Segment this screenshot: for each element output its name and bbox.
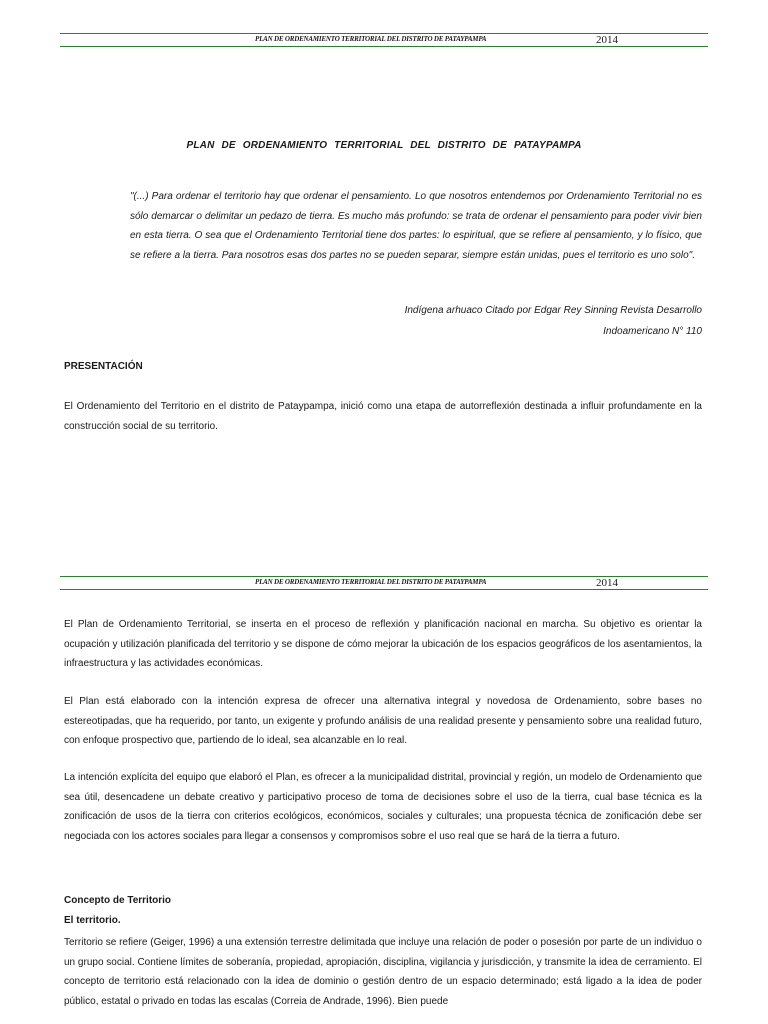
body-paragraph-4: Territorio se refiere (Geiger, 1996) a una extensión terrestre delimitada que incluye una relación de poder o posesión por parte de un individuo o un grupo social. Contiene límites de soberanía, propiedad, apropiación, disciplina, vigilancia y jurisdicción, y transmite la idea de cerramiento. El concepto de territorio está relacionado con la idea de dominio o gestión dentro de un espacio determinado; está ligado a la idea de poder público, estatal o privado en todas las escalas (Correia de Andrade, 1996). Bien puede [64,937,702,1007]
header-title: PLAN DE ORDENAMIENTO TERRITORIAL DEL DISTRITO DE PATAYPAMPA [255,35,487,43]
citation-line-2: Indoamericano N° 110 [603,326,702,337]
page-header-2 [60,576,708,590]
epigraph-quote: "(...) Para ordenar el territorio hay que ordenar el pensamiento. Lo que nosotros entendemos por Ordenamiento Territorial no es sólo demarcar o delimitar un pedazo de tierra. Es mucho más profundo: se trata de ordenar el pensamiento para poder vivir bien en esta tierra. O sea que el Ordenamiento Territorial tiene dos partes: lo espiritual, que se refiere al pensamiento, y lo físico, que se refiere a la tierra. Para nosotros esas dos partes no se pueden separar, siempre están unidas, pues el territorio es uno solo". [130,191,702,261]
header-year: 2014 [596,577,618,589]
header-title: PLAN DE ORDENAMIENTO TERRITORIAL DEL DISTRITO DE PATAYPAMPA [255,578,487,586]
document-title: PLAN DE ORDENAMIENTO TERRITORIAL DEL DISTRITO DE PATAYPAMPA [186,140,582,151]
heading-concepto-territorio: Concepto de Territorio [64,895,172,906]
subheading-el-territorio: El territorio. [64,915,121,926]
header-rule-bottom [60,589,708,590]
header-year: 2014 [596,34,618,46]
header-rule-bottom [60,46,708,47]
intro-paragraph: El Ordenamiento del Territorio en el distrito de Pataypampa, inició como una etapa de autorreflexión destinada a influir profundamente en la construcción social de su territorio. [64,401,702,432]
epigraph-citation [300,300,702,342]
section-heading-presentacion: PRESENTACIÓN [64,361,143,372]
body-paragraph-1: El Plan de Ordenamiento Territorial, se inserta en el proceso de reflexión y planificación nacional en marcha. Su objetivo es orientar la ocupación y utilización planificada del territorio y se dispone de cómo mejorar la ubicación de los espacios geográficos de los asentamientos, la infraestructura y las actividades económicas. [64,619,702,669]
page-header [60,33,708,47]
body-paragraph-3: La intención explícita del equipo que elaboró el Plan, es ofrecer a la municipalidad distrital, provincial y región, un modelo de Ordenamiento que sea útil, desencadene un debate creativo y participativo proceso de toma de decisiones sobre el uso de la tierra, cual base técnica es la zonificación de usos de la tierra con criterios ecológicos, económicos, sociales y culturales; una propuesta técnica de zonificación debe ser negociada con los actores sociales para llegar a consensos y compromisos sobre el uso real que se hará de la tierra a futuro. [64,772,702,842]
citation-line-1: Indígena arhuaco Citado por Edgar Rey Sinning Revista Desarrollo [404,305,702,316]
body-paragraph-2: El Plan está elaborado con la intención expresa de ofrecer una alternativa integral y novedosa de Ordenamiento, sobre bases no estereotipadas, que ha requerido, por tanto, un exigente y profundo análisis de una realidad presente y pensamiento sobre una realidad futuro, con enfoque prospectivo que, partiendo de lo ideal, sea alcanzable en lo real. [64,696,702,746]
